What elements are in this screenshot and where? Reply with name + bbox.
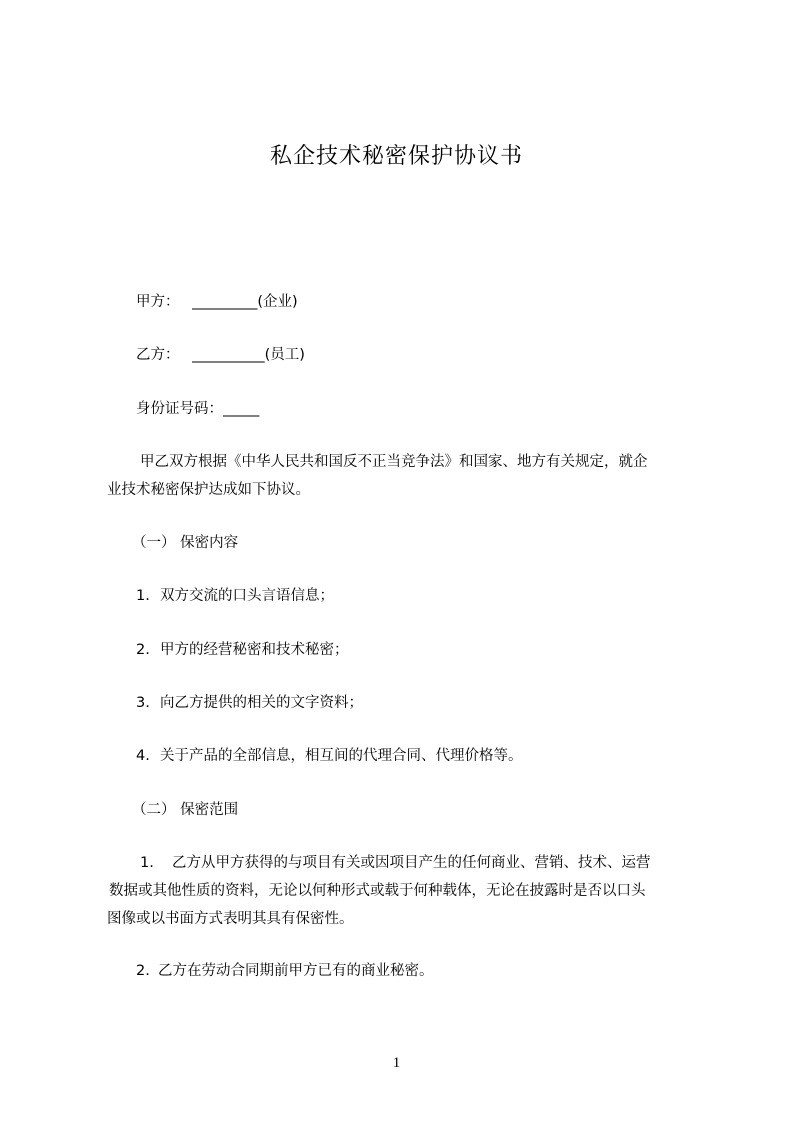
section-1-item-1 [136, 586, 334, 606]
party-b-line [136, 345, 305, 365]
section-2-item-2 [136, 961, 434, 981]
item-text: 甲方的经营秘密和技术秘密； [160, 642, 349, 658]
section-2-item-1-line-2: 数据或其他性质的资料，无论以何种形式或载于何种载体，无论在披露时是否以口头 [109, 883, 646, 899]
item-text: 乙方在劳动合同期前甲方已有的商业秘密。 [158, 963, 434, 979]
intro-line-1: 甲乙双方根据《中华人民共和国反不正当竞争法》和国家、地方有关规定，就企 [140, 454, 648, 470]
section-2-heading: （二） 保密范围 [132, 802, 239, 818]
section-2-item-1-line-3: 图像或以书面方式表明其具有保密性。 [107, 911, 354, 927]
intro-line-2: 业技术秘密保护达成如下协议。 [107, 482, 310, 498]
section-1-item-3 [136, 693, 363, 713]
item-number: 1. [140, 855, 154, 871]
section-1-item-4 [136, 746, 523, 766]
party-b-label: 乙方： [136, 347, 180, 363]
party-a-line [136, 292, 298, 312]
item-number: 4. [136, 748, 150, 764]
party-b-blank: __________ [192, 347, 265, 363]
document-title: 私企技术秘密保护协议书 [269, 144, 523, 169]
item-text: 关于产品的全部信息，相互间的代理合同、代理价格等。 [160, 748, 523, 764]
item-number: 2. [136, 963, 150, 979]
id-number-label: 身份证号码： [136, 401, 223, 417]
item-number: 2. [136, 642, 150, 658]
item-text: 向乙方提供的相关的文字资料； [160, 695, 363, 711]
item-number: 1. [136, 588, 150, 604]
id-number-blank: _____ [223, 401, 260, 417]
item-number: 3. [136, 695, 150, 711]
section-1-heading: （一） 保密内容 [132, 535, 239, 551]
party-a-suffix: (企业) [257, 294, 298, 310]
section-1-item-2 [136, 640, 349, 660]
id-number-line [136, 399, 259, 419]
page-number: 1 [392, 1055, 401, 1071]
party-b-suffix: (员工) [264, 347, 305, 363]
item-text: 乙方从甲方获得的与项目有关或因项目产生的任何商业、营销、技术、运营 [172, 855, 651, 871]
party-a-blank: _________ [192, 294, 258, 310]
section-2-item-1-line-1 [140, 853, 651, 873]
item-text: 双方交流的口头言语信息； [160, 588, 334, 604]
party-a-label: 甲方： [136, 294, 180, 310]
